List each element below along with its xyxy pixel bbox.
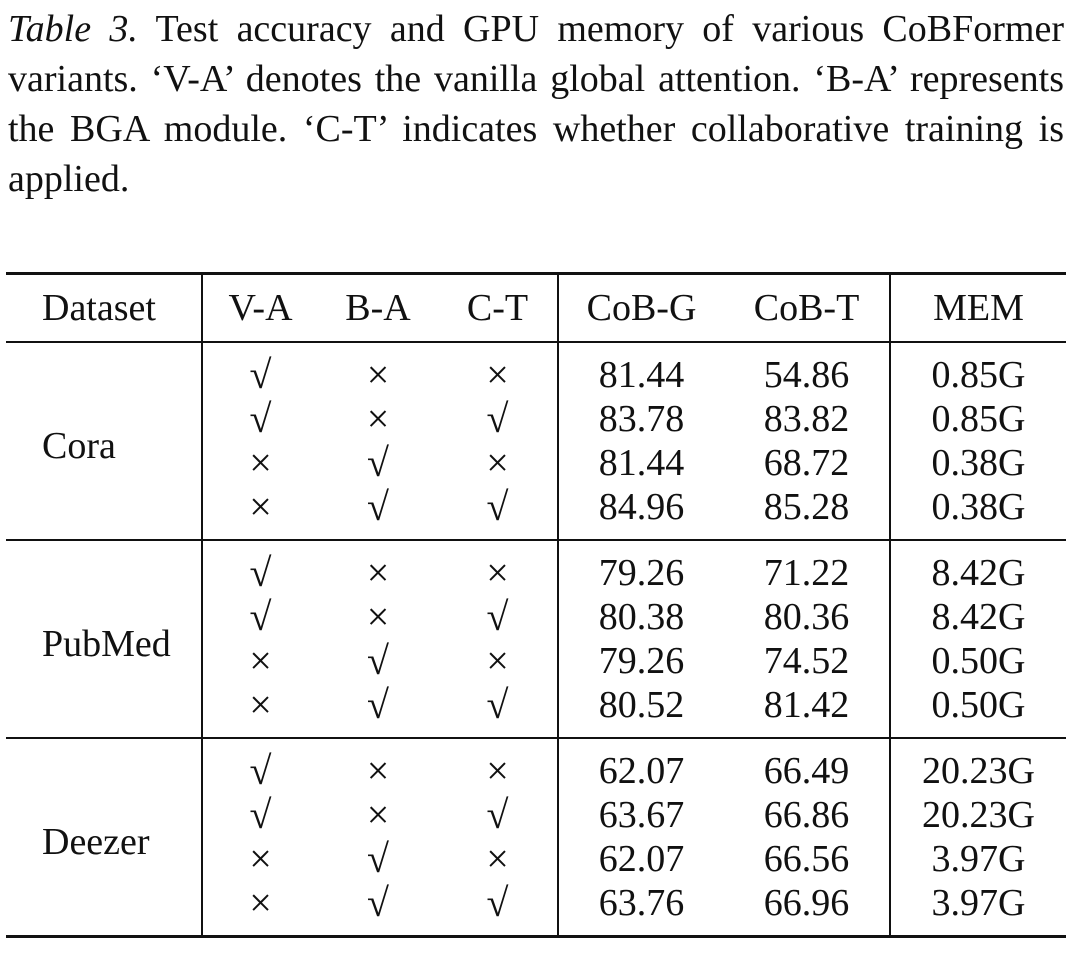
cell-va: √ xyxy=(249,352,272,397)
cell-va: × xyxy=(249,440,272,485)
cell-ct: × xyxy=(438,738,558,793)
cell-cob-t: 80.36 xyxy=(724,595,890,639)
cell-cob-t: 66.56 xyxy=(724,837,890,881)
cell-va: √ xyxy=(249,594,272,639)
cell-mem: 0.85G xyxy=(931,398,1026,440)
cell-cob-t: 68.72 xyxy=(724,441,890,485)
header-row xyxy=(6,274,1066,343)
cell-ba: × xyxy=(366,594,390,639)
cell-va: √ xyxy=(249,396,272,441)
cell-dataset: Deezer xyxy=(6,738,202,937)
cell-cob-g: 83.78 xyxy=(598,398,685,440)
caption-text: Test accuracy and GPU memory of various CoBFormer variants. ‘V-A’ denotes the vanilla global attention. ‘B-A’ represents the BGA module. ‘C-T’ indicates whether collaborative training is applied. xyxy=(8,8,1064,200)
cell-dataset: Cora xyxy=(6,342,202,540)
cell-ct: × xyxy=(438,441,558,485)
cell-ba: √ xyxy=(367,836,389,881)
cell-ct: √ xyxy=(438,793,558,837)
cell-cob-t: 71.22 xyxy=(724,540,890,595)
cell-ct: × xyxy=(438,540,558,595)
cell-va: √ xyxy=(249,550,272,595)
cell-cob-g: 62.07 xyxy=(598,838,685,880)
cell-mem: 0.38G xyxy=(931,442,1026,484)
cell-cob-g: 63.76 xyxy=(598,882,685,924)
dataset-group xyxy=(6,342,1066,540)
cell-mem: 8.42G xyxy=(931,552,1026,594)
cell-cob-g: 84.96 xyxy=(598,486,685,528)
header-cob-t: CoB-T xyxy=(724,274,890,343)
cell-cob-t: 85.28 xyxy=(724,485,890,540)
cell-cob-t: 83.82 xyxy=(724,397,890,441)
cell-mem: 0.50G xyxy=(931,684,1026,726)
cell-cob-g: 79.26 xyxy=(598,552,685,594)
cell-ba: × xyxy=(366,792,390,837)
cell-ct: × xyxy=(438,837,558,881)
cell-cob-g: 81.44 xyxy=(598,442,685,484)
table-row xyxy=(6,540,1066,595)
cell-mem: 3.97G xyxy=(931,882,1026,924)
cell-cob-g: 62.07 xyxy=(598,750,685,792)
cell-ba: × xyxy=(366,396,390,441)
cell-cob-g: 81.44 xyxy=(598,354,685,396)
cell-ba: × xyxy=(366,352,390,397)
cell-cob-g: 79.26 xyxy=(598,640,685,682)
cell-cob-g: 63.67 xyxy=(598,794,685,836)
cell-mem: 8.42G xyxy=(931,596,1026,638)
cell-cob-t: 54.86 xyxy=(724,342,890,397)
header-dataset: Dataset xyxy=(6,274,202,343)
table-row xyxy=(6,738,1066,793)
cell-mem: 0.50G xyxy=(931,640,1026,682)
cell-va: √ xyxy=(249,792,272,837)
cell-mem: 0.85G xyxy=(931,354,1026,396)
cell-cob-t: 66.86 xyxy=(724,793,890,837)
cell-ct: × xyxy=(438,342,558,397)
cell-ct: √ xyxy=(438,881,558,937)
cell-ct: √ xyxy=(438,485,558,540)
cell-dataset: PubMed xyxy=(6,540,202,738)
cell-cob-t: 81.42 xyxy=(724,683,890,738)
cell-ba: √ xyxy=(367,484,389,529)
cell-mem: 20.23G xyxy=(922,750,1035,792)
cell-ct: × xyxy=(438,639,558,683)
cell-ct: √ xyxy=(438,397,558,441)
cell-ct: √ xyxy=(438,683,558,738)
cell-va: × xyxy=(249,880,272,925)
cell-mem: 0.38G xyxy=(931,486,1026,528)
cell-ba: √ xyxy=(367,682,389,727)
table-row xyxy=(6,342,1066,397)
cell-cob-t: 74.52 xyxy=(724,639,890,683)
dataset-group xyxy=(6,738,1066,937)
dataset-group xyxy=(6,540,1066,738)
cell-ct: √ xyxy=(438,595,558,639)
cell-cob-g: 80.38 xyxy=(598,596,685,638)
cell-mem: 3.97G xyxy=(931,838,1026,880)
header-ct: C-T xyxy=(438,274,558,343)
cell-ba: × xyxy=(366,550,390,595)
header-cob-g: CoB-G xyxy=(586,287,697,329)
cell-ba: √ xyxy=(367,638,389,683)
caption-label: Table 3. xyxy=(8,8,138,50)
cell-ba: √ xyxy=(367,880,389,925)
cell-va: × xyxy=(249,484,272,529)
cell-va: × xyxy=(249,836,272,881)
cell-cob-g: 80.52 xyxy=(598,684,685,726)
cell-va: × xyxy=(249,638,272,683)
cell-ba: × xyxy=(366,748,390,793)
results-table xyxy=(6,272,1066,938)
cell-cob-t: 66.49 xyxy=(724,738,890,793)
header-mem: MEM xyxy=(933,287,1024,329)
results-table-container xyxy=(6,272,1066,938)
header-ba: B-A xyxy=(345,287,411,329)
cell-mem: 20.23G xyxy=(922,794,1035,836)
cell-ba: √ xyxy=(367,440,389,485)
cell-cob-t: 66.96 xyxy=(724,881,890,937)
header-va: V-A xyxy=(228,287,293,329)
table-caption xyxy=(8,4,1064,204)
table-header xyxy=(6,274,1066,343)
cell-va: √ xyxy=(249,748,272,793)
cell-va: × xyxy=(249,682,272,727)
